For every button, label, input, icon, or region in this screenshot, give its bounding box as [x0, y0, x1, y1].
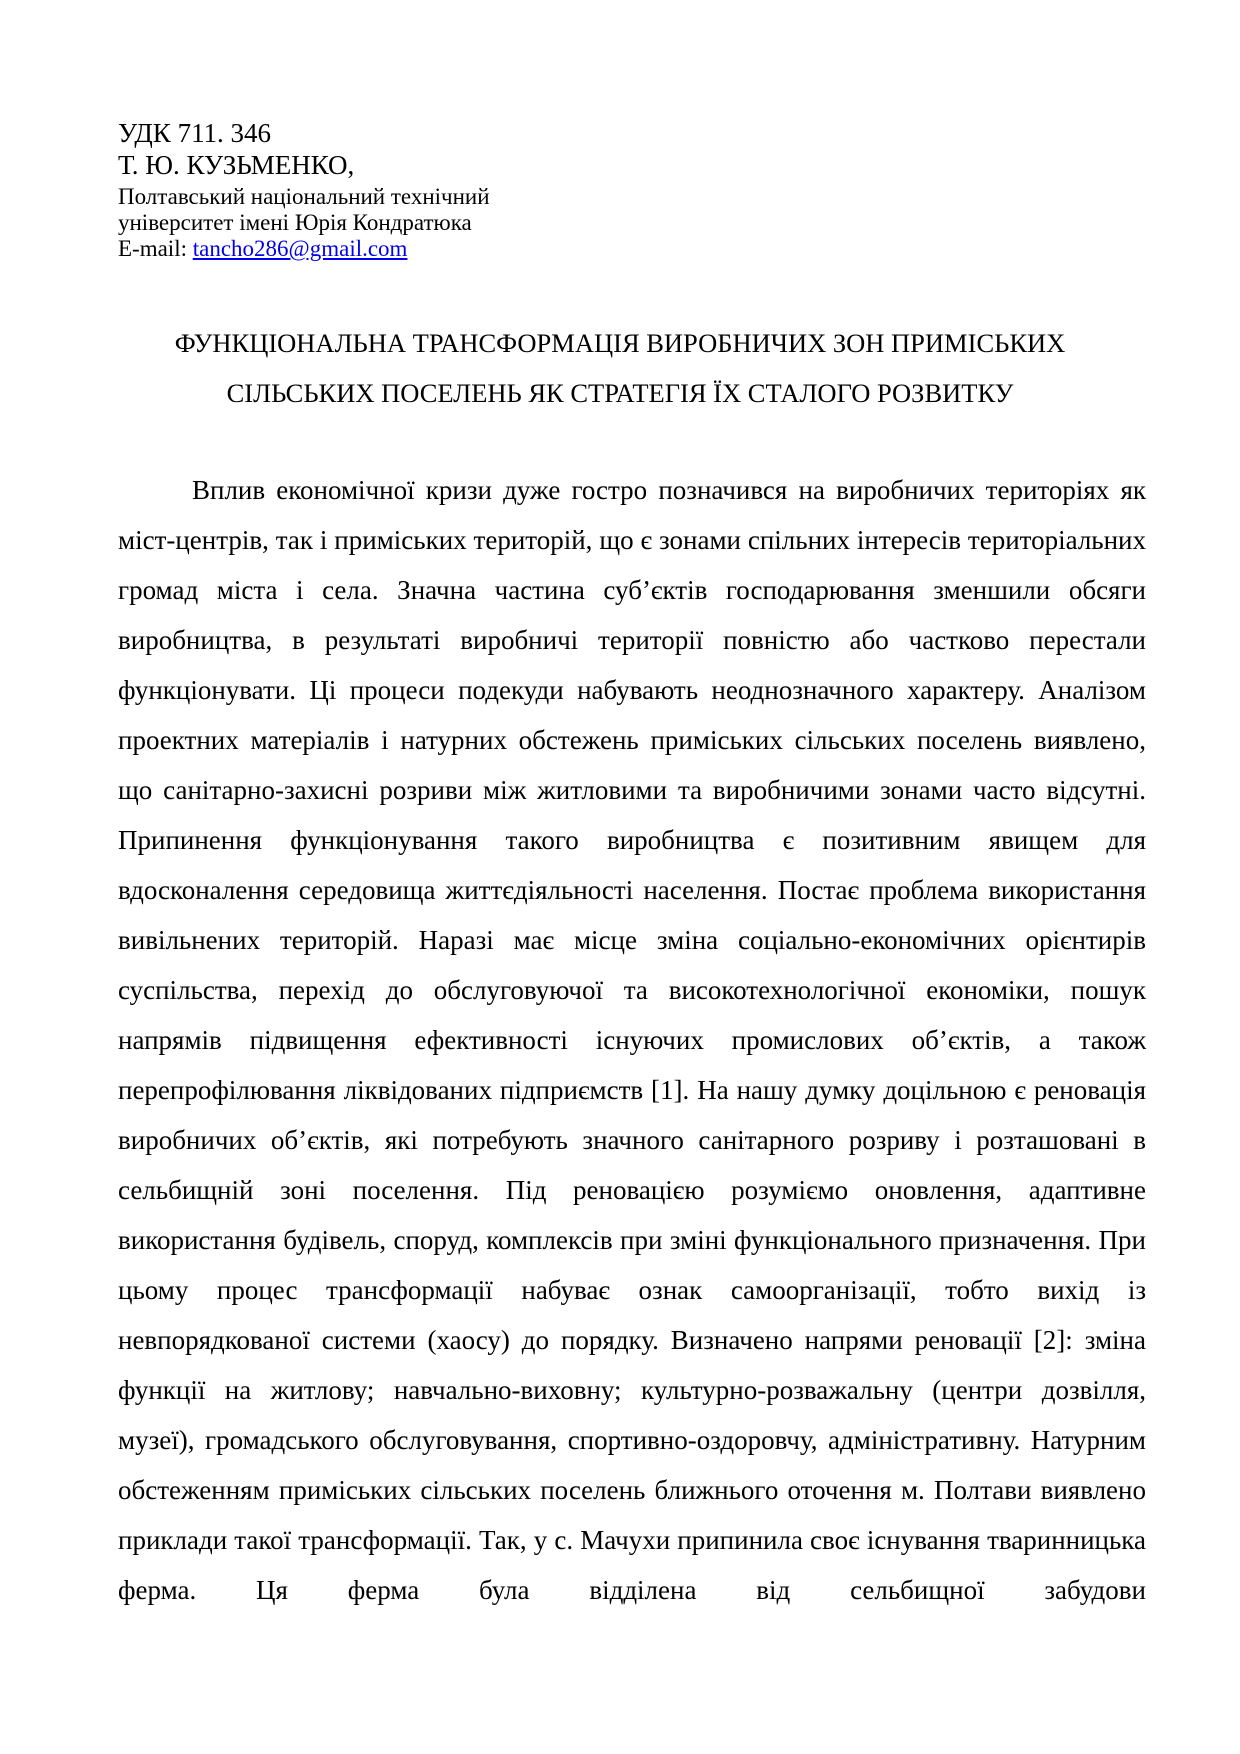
email-line [118, 236, 818, 262]
author-name: Т. Ю. КУЗЬМЕНКО, [118, 150, 355, 180]
body-paragraph: Вплив економічної кризи дуже гостро позначився на виробничих територіях як міст-центрів, так і приміських територій, що є зонами спільних інтересів територіальних громад міста і села. Значна частина суб’єктів господарювання зменшили обсяги виробництва, в результаті виробничі території повністю або частково перестали функціонувати. Ці процеси подекуди набувають неоднозначного характеру. Аналізом проектних матеріалів і натурних обстежень приміських сільських поселень виявлено, що санітарно-захисні розриви між житловими та виробничими зонами часто відсутні. Припинення функціонування такого виробництва є позитивним явищем для вдосконалення середовища життєдіяльності населення. Постає проблема використання вивільнених територій. Наразі має місце зміна соціально-економічних орієнтирів суспільства, перехід до обслуговуючої та високотехнологічної економіки, пошук напрямів підвищення ефективності існуючих промислових об’єктів, а також перепрофілювання ліквідованих підприємств [1]. На нашу думку доцільною є реновація виробничих об’єктів, які потребують значного санітарного розриву і розташовані в сельбищній зоні поселення. Під реновацією розуміємо оновлення, адаптивне використання будівель, споруд, комплексів при зміні функціонального призначення. При цьому процес трансформації набуває ознак самоорганізації, тобто вихід із невпорядкованої системи (хаосу) до порядку. Визначено напрями реновації [2]: зміна функції на житлову; навчально-виховну; культурно-розважальну (центри дозвілля, музеї), громадського обслуговування, спортивно-оздоровчу, адміністративну. Натурним обстеженням приміських сільських поселень ближнього оточення м. Полтави виявлено приклади такої трансформації. Так, у с. Мачухи припинила своє існування тваринницька ферма. Ця ферма була відділена від сельбищної забудови [118, 475, 1146, 1605]
affiliation-line-2: університет імені Юрія Кондратюка [118, 210, 472, 235]
title-line-1: ФУНКЦІОНАЛЬНА ТРАНСФОРМАЦІЯ ВИРОБНИЧИХ ЗОН ПРИМІСЬКИХ [174, 328, 1066, 358]
email-link[interactable]: tancho286@gmail.com [192, 236, 408, 261]
article-header [118, 118, 818, 262]
udk-code: УДК 711. 346 [118, 118, 272, 148]
article-title [118, 318, 1122, 418]
title-line-2: СІЛЬСЬКИХ ПОСЕЛЕНЬ ЯК СТРАТЕГІЯ ЇХ СТАЛОГО РОЗВИТКУ [226, 378, 1014, 408]
email-label: E-mail: [118, 236, 193, 261]
affiliation-line-1: Полтавський національний технічний [118, 184, 490, 209]
